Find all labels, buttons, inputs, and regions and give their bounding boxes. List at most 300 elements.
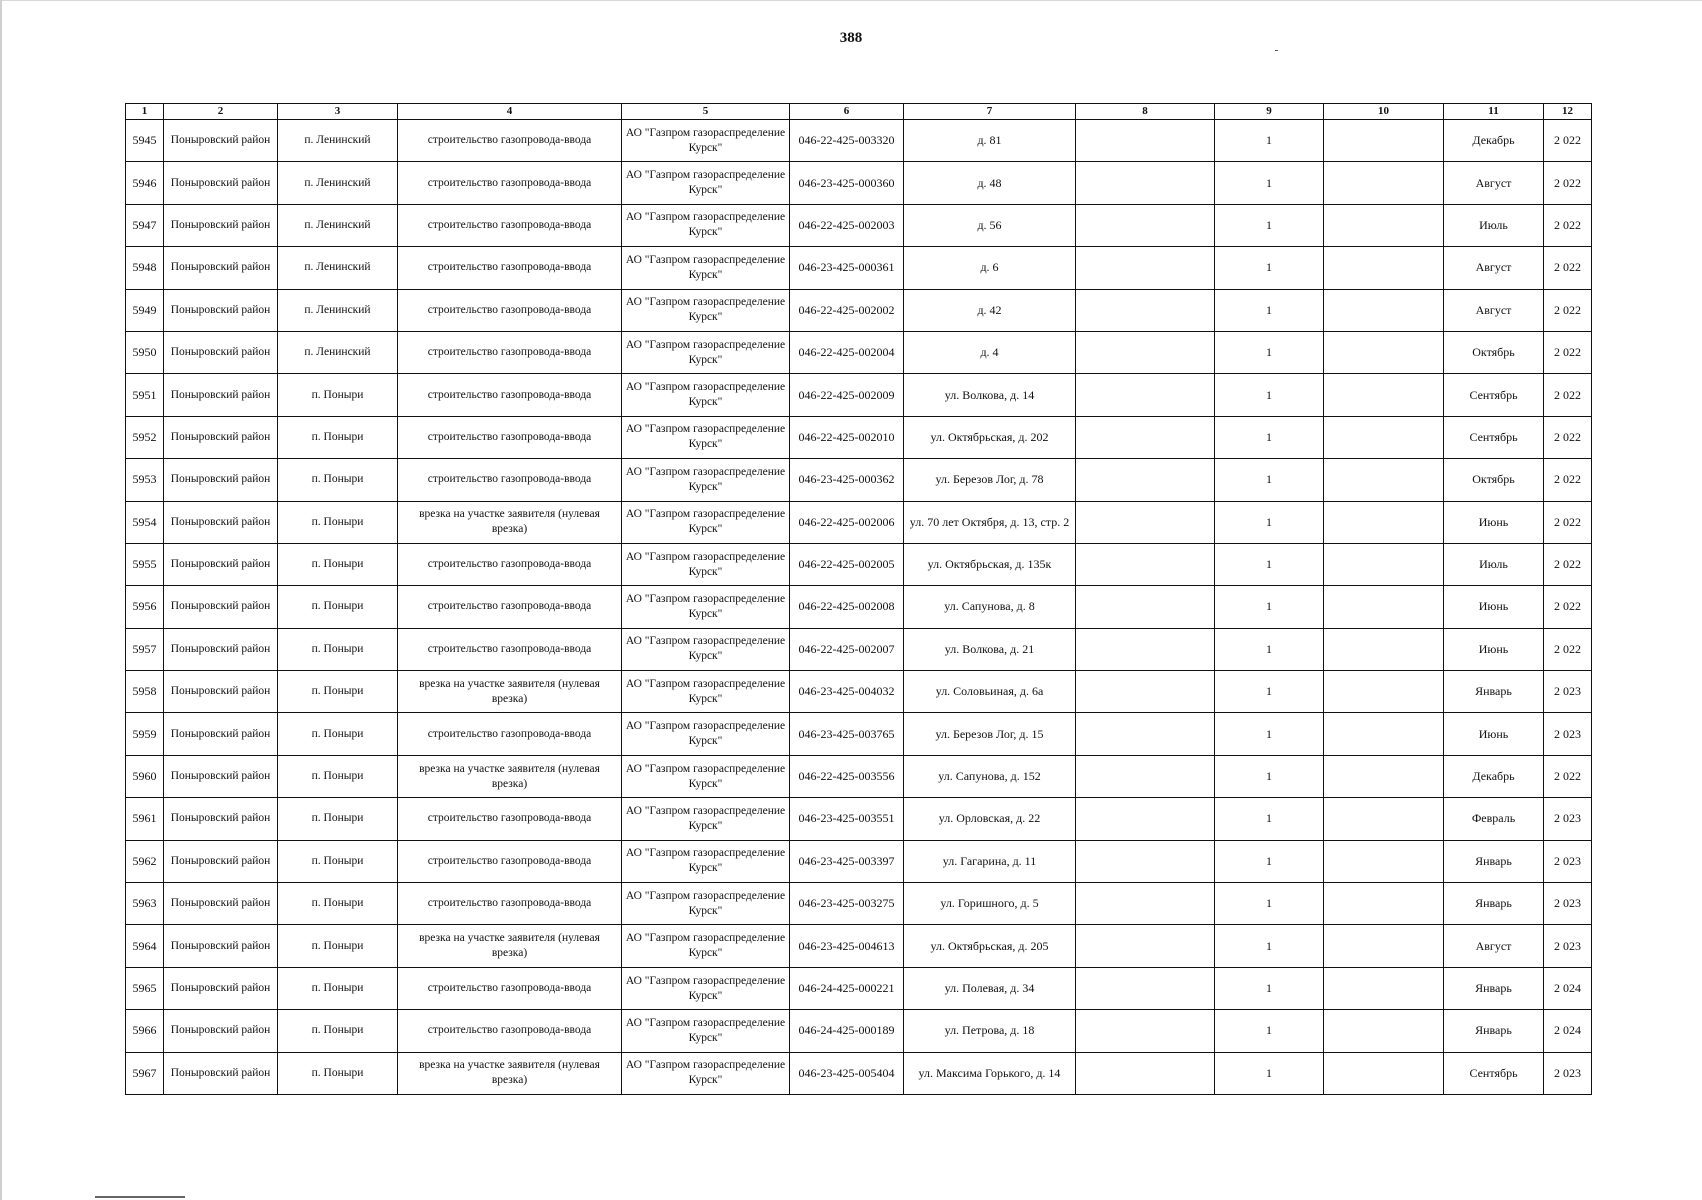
cell-row-number: 5962 <box>126 840 164 882</box>
cell-address: ул. Волкова, д. 21 <box>904 628 1076 670</box>
cell-application-code: 046-22-425-002002 <box>790 289 904 331</box>
cell-row-number: 5947 <box>126 204 164 246</box>
cell-settlement: п. Ленинский <box>278 162 398 204</box>
cell-col-10 <box>1324 204 1444 246</box>
cell-col-8 <box>1076 501 1215 543</box>
cell-organization: АО "Газпром газораспределение Курск" <box>622 374 790 416</box>
cell-month: Декабрь <box>1444 120 1544 162</box>
cell-address: ул. Гагарина, д. 11 <box>904 840 1076 882</box>
cell-col-10 <box>1324 120 1444 162</box>
cell-application-code: 046-22-425-002007 <box>790 628 904 670</box>
cell-row-number: 5959 <box>126 713 164 755</box>
cell-month: Август <box>1444 289 1544 331</box>
cell-address: д. 42 <box>904 289 1076 331</box>
cell-organization: АО "Газпром газораспределение Курск" <box>622 501 790 543</box>
cell-application-code: 046-22-425-002003 <box>790 204 904 246</box>
cell-quantity: 1 <box>1215 543 1324 585</box>
cell-month: Январь <box>1444 840 1544 882</box>
cell-organization: АО "Газпром газораспределение Курск" <box>622 628 790 670</box>
cell-col-10 <box>1324 755 1444 797</box>
cell-quantity: 1 <box>1215 247 1324 289</box>
cell-organization: АО "Газпром газораспределение Курск" <box>622 247 790 289</box>
cell-year: 2 022 <box>1544 416 1592 458</box>
cell-district: Поныровский район <box>164 1010 278 1052</box>
cell-work-type: строительство газопровода-ввода <box>398 798 622 840</box>
cell-month: Сентябрь <box>1444 1052 1544 1094</box>
cell-row-number: 5949 <box>126 289 164 331</box>
cell-row-number: 5951 <box>126 374 164 416</box>
table-row <box>126 713 1592 755</box>
cell-settlement: п. Поныри <box>278 374 398 416</box>
cell-application-code: 046-22-425-002005 <box>790 543 904 585</box>
cell-application-code: 046-22-425-002010 <box>790 416 904 458</box>
cell-organization: АО "Газпром газораспределение Курск" <box>622 713 790 755</box>
cell-address: ул. Октябрьская, д. 202 <box>904 416 1076 458</box>
cell-settlement: п. Поныри <box>278 586 398 628</box>
cell-col-8 <box>1076 459 1215 501</box>
cell-year: 2 022 <box>1544 586 1592 628</box>
table-row <box>126 162 1592 204</box>
scan-artifact <box>1275 50 1278 51</box>
cell-row-number: 5961 <box>126 798 164 840</box>
cell-district: Поныровский район <box>164 840 278 882</box>
cell-quantity: 1 <box>1215 925 1324 967</box>
cell-year: 2 022 <box>1544 331 1592 373</box>
column-header-10: 10 <box>1324 104 1444 120</box>
cell-organization: АО "Газпром газораспределение Курск" <box>622 331 790 373</box>
cell-col-8 <box>1076 628 1215 670</box>
cell-settlement: п. Поныри <box>278 1010 398 1052</box>
cell-col-10 <box>1324 967 1444 1009</box>
cell-district: Поныровский район <box>164 798 278 840</box>
column-header-6: 6 <box>790 104 904 120</box>
cell-quantity: 1 <box>1215 586 1324 628</box>
cell-application-code: 046-24-425-000221 <box>790 967 904 1009</box>
cell-district: Поныровский район <box>164 586 278 628</box>
column-header-2: 2 <box>164 104 278 120</box>
cell-settlement: п. Поныри <box>278 967 398 1009</box>
cell-work-type: строительство газопровода-ввода <box>398 374 622 416</box>
cell-col-8 <box>1076 162 1215 204</box>
cell-settlement: п. Ленинский <box>278 331 398 373</box>
cell-col-8 <box>1076 883 1215 925</box>
cell-work-type: строительство газопровода-ввода <box>398 883 622 925</box>
table-body <box>126 120 1592 1095</box>
cell-year: 2 023 <box>1544 840 1592 882</box>
cell-district: Поныровский район <box>164 162 278 204</box>
cell-organization: АО "Газпром газораспределение Курск" <box>622 120 790 162</box>
cell-col-10 <box>1324 840 1444 882</box>
cell-application-code: 046-23-425-000360 <box>790 162 904 204</box>
column-header-11: 11 <box>1444 104 1544 120</box>
cell-year: 2 022 <box>1544 459 1592 501</box>
table-row <box>126 501 1592 543</box>
cell-col-10 <box>1324 883 1444 925</box>
cell-district: Поныровский район <box>164 967 278 1009</box>
cell-application-code: 046-23-425-003551 <box>790 798 904 840</box>
cell-col-8 <box>1076 289 1215 331</box>
cell-col-10 <box>1324 162 1444 204</box>
cell-work-type: строительство газопровода-ввода <box>398 162 622 204</box>
cell-month: Декабрь <box>1444 755 1544 797</box>
cell-row-number: 5955 <box>126 543 164 585</box>
scan-bottom-mark <box>95 1196 185 1198</box>
cell-quantity: 1 <box>1215 120 1324 162</box>
cell-address: д. 48 <box>904 162 1076 204</box>
cell-month: Февраль <box>1444 798 1544 840</box>
cell-district: Поныровский район <box>164 204 278 246</box>
cell-col-10 <box>1324 331 1444 373</box>
cell-settlement: п. Ленинский <box>278 204 398 246</box>
cell-quantity: 1 <box>1215 883 1324 925</box>
cell-row-number: 5952 <box>126 416 164 458</box>
cell-year: 2 022 <box>1544 755 1592 797</box>
cell-work-type: строительство газопровода-ввода <box>398 331 622 373</box>
cell-organization: АО "Газпром газораспределение Курск" <box>622 416 790 458</box>
cell-year: 2 022 <box>1544 501 1592 543</box>
cell-col-10 <box>1324 247 1444 289</box>
cell-address: ул. Орловская, д. 22 <box>904 798 1076 840</box>
cell-organization: АО "Газпром газораспределение Курск" <box>622 671 790 713</box>
cell-year: 2 023 <box>1544 713 1592 755</box>
cell-year: 2 022 <box>1544 162 1592 204</box>
cell-district: Поныровский район <box>164 120 278 162</box>
cell-row-number: 5950 <box>126 331 164 373</box>
cell-quantity: 1 <box>1215 628 1324 670</box>
table-row <box>126 204 1592 246</box>
cell-application-code: 046-23-425-004613 <box>790 925 904 967</box>
cell-application-code: 046-23-425-005404 <box>790 1052 904 1094</box>
cell-row-number: 5960 <box>126 755 164 797</box>
cell-settlement: п. Поныри <box>278 925 398 967</box>
scan-top-edge <box>0 0 1702 1</box>
cell-col-10 <box>1324 289 1444 331</box>
table-row <box>126 374 1592 416</box>
column-header-5: 5 <box>622 104 790 120</box>
cell-year: 2 024 <box>1544 1010 1592 1052</box>
cell-address: ул. Октябрьская, д. 135к <box>904 543 1076 585</box>
cell-settlement: п. Поныри <box>278 416 398 458</box>
table-row <box>126 883 1592 925</box>
cell-row-number: 5953 <box>126 459 164 501</box>
cell-month: Август <box>1444 162 1544 204</box>
cell-year: 2 022 <box>1544 204 1592 246</box>
cell-address: д. 4 <box>904 331 1076 373</box>
cell-address: ул. Березов Лог, д. 15 <box>904 713 1076 755</box>
cell-year: 2 024 <box>1544 967 1592 1009</box>
cell-application-code: 046-23-425-003397 <box>790 840 904 882</box>
cell-month: Июль <box>1444 543 1544 585</box>
cell-application-code: 046-22-425-003320 <box>790 120 904 162</box>
cell-organization: АО "Газпром газораспределение Курск" <box>622 204 790 246</box>
cell-settlement: п. Поныри <box>278 798 398 840</box>
cell-quantity: 1 <box>1215 713 1324 755</box>
table-row <box>126 247 1592 289</box>
cell-col-8 <box>1076 247 1215 289</box>
cell-col-10 <box>1324 543 1444 585</box>
cell-year: 2 022 <box>1544 628 1592 670</box>
cell-address: ул. Максима Горького, д. 14 <box>904 1052 1076 1094</box>
cell-application-code: 046-22-425-002006 <box>790 501 904 543</box>
column-header-12: 12 <box>1544 104 1592 120</box>
cell-year: 2 022 <box>1544 374 1592 416</box>
cell-year: 2 022 <box>1544 289 1592 331</box>
cell-organization: АО "Газпром газораспределение Курск" <box>622 925 790 967</box>
cell-quantity: 1 <box>1215 1010 1324 1052</box>
cell-district: Поныровский район <box>164 883 278 925</box>
cell-district: Поныровский район <box>164 543 278 585</box>
table-row <box>126 586 1592 628</box>
cell-month: Сентябрь <box>1444 374 1544 416</box>
cell-address: ул. Петрова, д. 18 <box>904 1010 1076 1052</box>
cell-year: 2 023 <box>1544 925 1592 967</box>
cell-application-code: 046-23-425-004032 <box>790 671 904 713</box>
cell-quantity: 1 <box>1215 755 1324 797</box>
cell-organization: АО "Газпром газораспределение Курск" <box>622 755 790 797</box>
cell-district: Поныровский район <box>164 247 278 289</box>
table-row <box>126 671 1592 713</box>
cell-settlement: п. Поныри <box>278 501 398 543</box>
table-row <box>126 628 1592 670</box>
column-header-7: 7 <box>904 104 1076 120</box>
cell-settlement: п. Ленинский <box>278 289 398 331</box>
cell-quantity: 1 <box>1215 416 1324 458</box>
cell-quantity: 1 <box>1215 204 1324 246</box>
cell-address: ул. Соловьиная, д. 6а <box>904 671 1076 713</box>
cell-work-type: строительство газопровода-ввода <box>398 459 622 501</box>
cell-organization: АО "Газпром газораспределение Курск" <box>622 289 790 331</box>
cell-work-type: строительство газопровода-ввода <box>398 289 622 331</box>
cell-organization: АО "Газпром газораспределение Курск" <box>622 586 790 628</box>
cell-col-10 <box>1324 628 1444 670</box>
cell-application-code: 046-23-425-000361 <box>790 247 904 289</box>
cell-work-type: врезка на участке заявителя (нулевая врезка) <box>398 755 622 797</box>
column-header-8: 8 <box>1076 104 1215 120</box>
cell-col-8 <box>1076 120 1215 162</box>
column-header-1: 1 <box>126 104 164 120</box>
cell-work-type: строительство газопровода-ввода <box>398 628 622 670</box>
cell-address: ул. Волкова, д. 14 <box>904 374 1076 416</box>
cell-district: Поныровский район <box>164 1052 278 1094</box>
table-row <box>126 459 1592 501</box>
cell-organization: АО "Газпром газораспределение Курск" <box>622 967 790 1009</box>
cell-row-number: 5948 <box>126 247 164 289</box>
cell-district: Поныровский район <box>164 416 278 458</box>
cell-col-8 <box>1076 586 1215 628</box>
cell-month: Июнь <box>1444 713 1544 755</box>
cell-district: Поныровский район <box>164 713 278 755</box>
cell-district: Поныровский район <box>164 289 278 331</box>
cell-month: Январь <box>1444 883 1544 925</box>
cell-col-10 <box>1324 586 1444 628</box>
cell-year: 2 023 <box>1544 671 1592 713</box>
cell-settlement: п. Поныри <box>278 459 398 501</box>
cell-row-number: 5967 <box>126 1052 164 1094</box>
cell-settlement: п. Поныри <box>278 755 398 797</box>
cell-organization: АО "Газпром газораспределение Курск" <box>622 840 790 882</box>
cell-month: Октябрь <box>1444 331 1544 373</box>
cell-application-code: 046-24-425-000189 <box>790 1010 904 1052</box>
cell-address: д. 56 <box>904 204 1076 246</box>
cell-settlement: п. Поныри <box>278 1052 398 1094</box>
cell-quantity: 1 <box>1215 840 1324 882</box>
cell-organization: АО "Газпром газораспределение Курск" <box>622 162 790 204</box>
cell-work-type: строительство газопровода-ввода <box>398 586 622 628</box>
page-number: 388 <box>839 30 863 46</box>
cell-month: Сентябрь <box>1444 416 1544 458</box>
cell-quantity: 1 <box>1215 289 1324 331</box>
cell-work-type: строительство газопровода-ввода <box>398 1010 622 1052</box>
cell-year: 2 023 <box>1544 1052 1592 1094</box>
cell-col-10 <box>1324 374 1444 416</box>
cell-col-8 <box>1076 1010 1215 1052</box>
cell-address: д. 6 <box>904 247 1076 289</box>
cell-month: Октябрь <box>1444 459 1544 501</box>
cell-year: 2 023 <box>1544 798 1592 840</box>
table-row <box>126 120 1592 162</box>
cell-work-type: строительство газопровода-ввода <box>398 840 622 882</box>
cell-col-8 <box>1076 374 1215 416</box>
cell-col-10 <box>1324 459 1444 501</box>
cell-address: ул. Горишного, д. 5 <box>904 883 1076 925</box>
cell-month: Январь <box>1444 671 1544 713</box>
cell-address: ул. Октябрьская, д. 205 <box>904 925 1076 967</box>
table-row <box>126 1010 1592 1052</box>
cell-address: ул. Полевая, д. 34 <box>904 967 1076 1009</box>
cell-quantity: 1 <box>1215 162 1324 204</box>
cell-work-type: врезка на участке заявителя (нулевая врезка) <box>398 1052 622 1094</box>
cell-settlement: п. Ленинский <box>278 247 398 289</box>
cell-row-number: 5946 <box>126 162 164 204</box>
cell-year: 2 022 <box>1544 247 1592 289</box>
cell-work-type: строительство газопровода-ввода <box>398 713 622 755</box>
cell-quantity: 1 <box>1215 501 1324 543</box>
cell-row-number: 5954 <box>126 501 164 543</box>
cell-settlement: п. Поныри <box>278 671 398 713</box>
cell-organization: АО "Газпром газораспределение Курск" <box>622 459 790 501</box>
cell-work-type: врезка на участке заявителя (нулевая врезка) <box>398 501 622 543</box>
table-row <box>126 925 1592 967</box>
cell-application-code: 046-22-425-002008 <box>790 586 904 628</box>
cell-col-8 <box>1076 840 1215 882</box>
cell-col-8 <box>1076 416 1215 458</box>
cell-work-type: строительство газопровода-ввода <box>398 247 622 289</box>
cell-col-8 <box>1076 1052 1215 1094</box>
cell-organization: АО "Газпром газораспределение Курск" <box>622 1010 790 1052</box>
cell-organization: АО "Газпром газораспределение Курск" <box>622 1052 790 1094</box>
column-header-3: 3 <box>278 104 398 120</box>
header-row <box>126 104 1592 120</box>
cell-col-10 <box>1324 798 1444 840</box>
cell-row-number: 5963 <box>126 883 164 925</box>
cell-col-8 <box>1076 755 1215 797</box>
cell-col-8 <box>1076 204 1215 246</box>
table-row <box>126 755 1592 797</box>
cell-year: 2 022 <box>1544 543 1592 585</box>
table-row <box>126 1052 1592 1094</box>
cell-application-code: 046-23-425-003275 <box>790 883 904 925</box>
scan-left-edge <box>0 0 2 1200</box>
cell-application-code: 046-23-425-000362 <box>790 459 904 501</box>
cell-settlement: п. Поныри <box>278 840 398 882</box>
cell-col-8 <box>1076 543 1215 585</box>
cell-district: Поныровский район <box>164 331 278 373</box>
cell-col-8 <box>1076 331 1215 373</box>
cell-col-8 <box>1076 925 1215 967</box>
cell-settlement: п. Поныри <box>278 543 398 585</box>
cell-row-number: 5957 <box>126 628 164 670</box>
cell-col-10 <box>1324 1010 1444 1052</box>
cell-application-code: 046-22-425-003556 <box>790 755 904 797</box>
table-row <box>126 416 1592 458</box>
cell-row-number: 5945 <box>126 120 164 162</box>
cell-month: Июнь <box>1444 586 1544 628</box>
table-row <box>126 543 1592 585</box>
cell-quantity: 1 <box>1215 798 1324 840</box>
cell-month: Январь <box>1444 1010 1544 1052</box>
cell-quantity: 1 <box>1215 671 1324 713</box>
cell-application-code: 046-22-425-002009 <box>790 374 904 416</box>
cell-col-8 <box>1076 671 1215 713</box>
table-row <box>126 840 1592 882</box>
cell-col-10 <box>1324 501 1444 543</box>
cell-settlement: п. Ленинский <box>278 120 398 162</box>
cell-work-type: строительство газопровода-ввода <box>398 967 622 1009</box>
cell-district: Поныровский район <box>164 459 278 501</box>
cell-work-type: врезка на участке заявителя (нулевая врезка) <box>398 671 622 713</box>
cell-district: Поныровский район <box>164 925 278 967</box>
cell-quantity: 1 <box>1215 1052 1324 1094</box>
table-row <box>126 289 1592 331</box>
column-header-4: 4 <box>398 104 622 120</box>
cell-work-type: строительство газопровода-ввода <box>398 120 622 162</box>
cell-col-10 <box>1324 416 1444 458</box>
cell-year: 2 023 <box>1544 883 1592 925</box>
cell-settlement: п. Поныри <box>278 883 398 925</box>
cell-month: Август <box>1444 247 1544 289</box>
cell-month: Июнь <box>1444 628 1544 670</box>
cell-work-type: строительство газопровода-ввода <box>398 543 622 585</box>
cell-organization: АО "Газпром газораспределение Курск" <box>622 798 790 840</box>
cell-col-8 <box>1076 713 1215 755</box>
cell-organization: АО "Газпром газораспределение Курск" <box>622 543 790 585</box>
cell-work-type: строительство газопровода-ввода <box>398 416 622 458</box>
cell-month: Июнь <box>1444 501 1544 543</box>
cell-address: ул. Сапунова, д. 152 <box>904 755 1076 797</box>
cell-application-code: 046-23-425-003765 <box>790 713 904 755</box>
cell-quantity: 1 <box>1215 374 1324 416</box>
cell-month: Август <box>1444 925 1544 967</box>
table-row <box>126 967 1592 1009</box>
cell-district: Поныровский район <box>164 501 278 543</box>
cell-row-number: 5966 <box>126 1010 164 1052</box>
cell-row-number: 5964 <box>126 925 164 967</box>
cell-month: Июль <box>1444 204 1544 246</box>
table-row <box>126 331 1592 373</box>
cell-col-10 <box>1324 713 1444 755</box>
cell-row-number: 5958 <box>126 671 164 713</box>
cell-settlement: п. Поныри <box>278 713 398 755</box>
cell-organization: АО "Газпром газораспределение Курск" <box>622 883 790 925</box>
cell-month: Январь <box>1444 967 1544 1009</box>
cell-row-number: 5956 <box>126 586 164 628</box>
cell-settlement: п. Поныри <box>278 628 398 670</box>
cell-col-10 <box>1324 671 1444 713</box>
cell-address: ул. Березов Лог, д. 78 <box>904 459 1076 501</box>
cell-col-8 <box>1076 798 1215 840</box>
cell-col-10 <box>1324 1052 1444 1094</box>
cell-district: Поныровский район <box>164 374 278 416</box>
